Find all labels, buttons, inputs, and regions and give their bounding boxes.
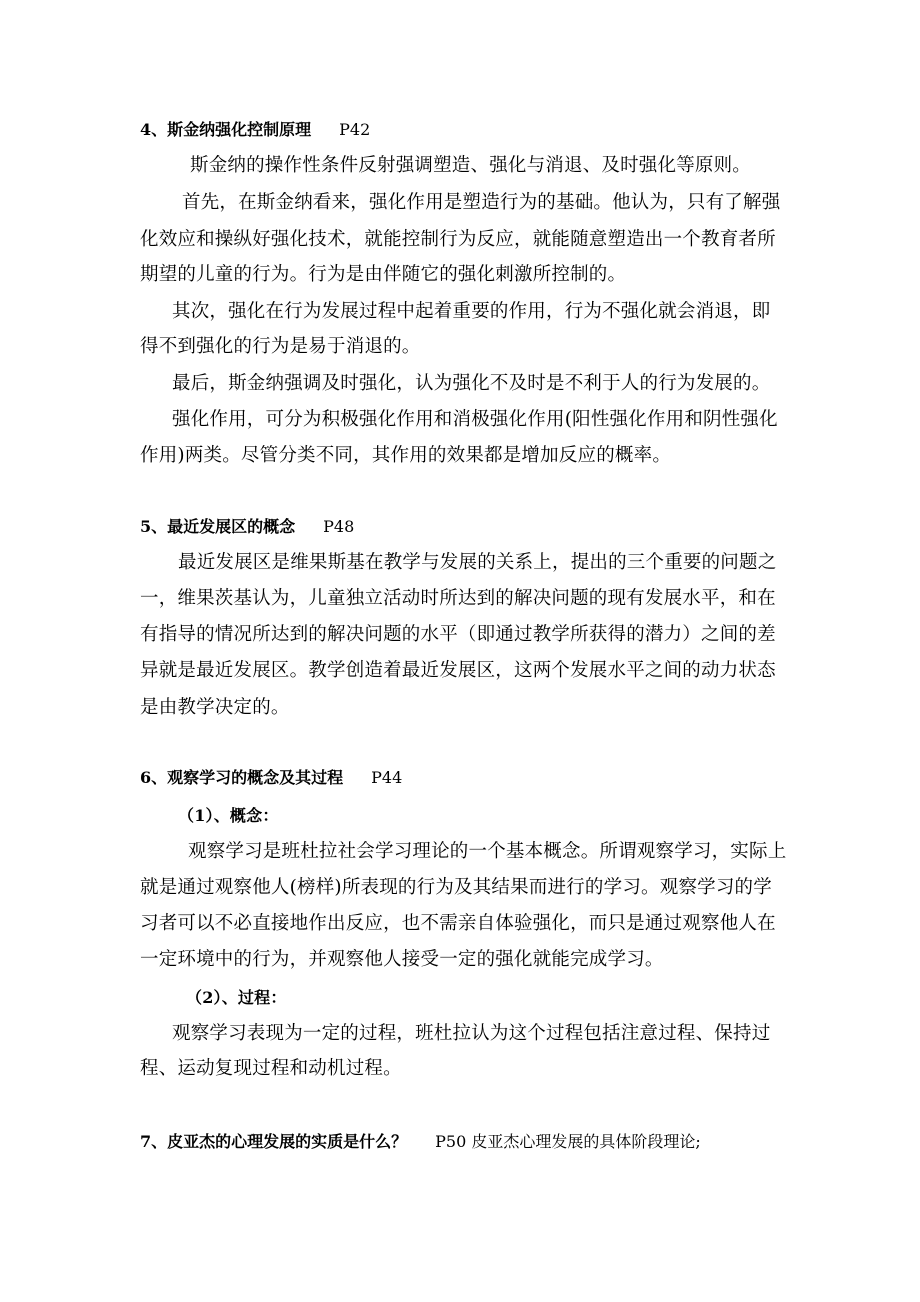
section-4-line: 期望的儿童的行为。行为是由伴随它的强化刺激所控制的。 xyxy=(140,264,627,285)
section-5-line: 有指导的情况所达到的解决问题的水平（即通过教学所获得的潜力）之间的差 xyxy=(140,624,776,645)
section-4-line: 作用)两类。尽管分类不同，其作用的效果都是增加反应的概率。 xyxy=(140,445,672,466)
section-4-line: 首先，在斯金纳看来，强化作用是塑造行为的基础。他认为，只有了解强 xyxy=(182,192,781,213)
section-6-subheading-concept: （1）、概念： xyxy=(178,806,279,825)
section-6-heading: 6、观察学习的概念及其过程 P44 xyxy=(140,766,402,790)
section-4-heading: 4、斯金纳强化控制原理 P42 xyxy=(140,118,370,142)
section-6-line: 习者可以不必直接地作出反应，也不需亲自体验强化，而只是通过观察他人在 xyxy=(140,913,776,934)
section-4-line: 强化作用，可分为积极强化作用和消极强化作用(阳性强化作用和阴性强化 xyxy=(172,409,778,430)
section-4-page-ref: P42 xyxy=(339,120,371,139)
section-6-page-ref: P44 xyxy=(371,768,403,787)
section-6-line: 观察学习是班杜拉社会学习理论的一个基本概念。所谓观察学习，实际上 xyxy=(188,841,787,862)
section-4-line: 得不到强化的行为是易于消退的。 xyxy=(140,336,421,357)
section-6-line: 程、运动复现过程和动机过程。 xyxy=(140,1058,402,1079)
section-6-subheading-process: （2）、过程： xyxy=(186,988,287,1007)
section-5-line: 一，维果茨基认为，儿童独立活动时所达到的解决问题的现有发展水平，和在 xyxy=(140,588,776,609)
section-5-heading: 5、最近发展区的概念 P48 xyxy=(140,515,354,539)
section-4-line: 最后，斯金纳强调及时强化，认为强化不及时是不利于人的行为发展的。 xyxy=(172,373,771,394)
section-5-line: 最近发展区是维果斯基在教学与发展的关系上，提出的三个重要的问题之 xyxy=(178,552,777,573)
section-5-line: 是由教学决定的。 xyxy=(140,697,290,718)
section-4-line: 斯金纳的操作性条件反射强调塑造、强化与消退、及时强化等原则。 xyxy=(190,155,752,176)
section-6-line: 观察学习表现为一定的过程，班杜拉认为这个过程包括注意过程、保持过 xyxy=(172,1023,771,1044)
section-5-page-ref: P48 xyxy=(323,517,355,536)
section-6-line: 一定环境中的行为，并观察他人接受一定的强化就能完成学习。 xyxy=(140,949,664,970)
section-7-page-ref: P50 皮亚杰心理发展的具体阶段理论; xyxy=(435,1132,701,1151)
section-7-heading: 7、皮亚杰的心理发展的实质是什么？ P50 皮亚杰心理发展的具体阶段理论; xyxy=(140,1130,701,1154)
section-4-line: 化效应和操纵好强化技术，就能控制行为反应，就能随意塑造出一个教育者所 xyxy=(140,229,776,250)
section-5-line: 异就是最近发展区。教学创造着最近发展区，这两个发展水平之间的动力状态 xyxy=(140,660,776,681)
section-4-line: 其次，强化在行为发展过程中起着重要的作用，行为不强化就会消退，即 xyxy=(172,301,771,322)
section-6-line: 就是通过观察他人(榜样)所表现的行为及其结果而进行的学习。观察学习的学 xyxy=(140,877,772,898)
